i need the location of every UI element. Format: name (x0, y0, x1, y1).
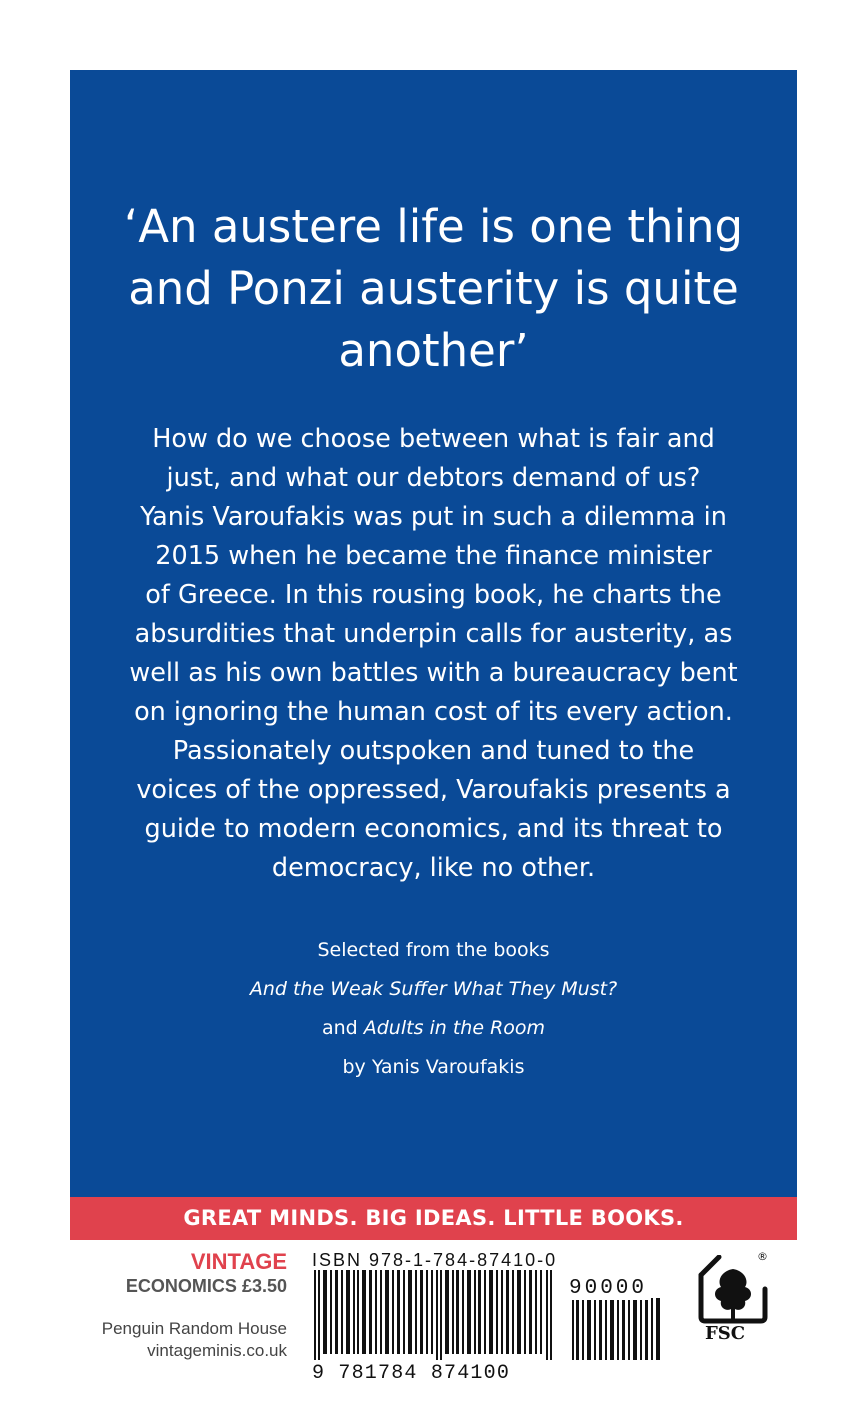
blurb-line: Passionately outspoken and tuned to the (172, 736, 695, 766)
blurb-line: How do we choose between what is fair and (152, 424, 715, 454)
pull-quote (70, 196, 797, 382)
blurb-line: democracy, like no other. (271, 853, 596, 883)
blurb-line: 2015 when he became the finance minister (155, 541, 712, 571)
blurb-line: Yanis Varoufakis was put in such a dilemma in (140, 502, 727, 532)
blurb-line: absurdities that underpin calls for austerity, as (134, 619, 733, 649)
blurb-line: just, and what our debtors demand of us? (166, 463, 701, 493)
imprint-block (126, 1250, 287, 1298)
series-tagline: GREAT MINDS. BIG IDEAS. LITTLE BOOKS. (70, 1197, 797, 1240)
price-code: 90000 (569, 1277, 648, 1300)
blurb-line: well as his own battles with a bureaucracy bent (129, 658, 738, 688)
blurb-line: on ignoring the human cost of its every action. (134, 697, 733, 727)
quote-line: and Ponzi austerity is quite (128, 262, 739, 315)
publisher-block (102, 1318, 287, 1362)
publisher-name: Penguin Random House (101, 1319, 287, 1338)
blurb-line: guide to modern economics, and its threat to (144, 814, 723, 844)
blurb-line: voices of the oppressed, Varoufakis presents a (136, 775, 731, 805)
source-credits (70, 931, 797, 1087)
barcode-digits: 9 781784 874100 (312, 1362, 511, 1385)
source-book-line (70, 1009, 797, 1048)
series-name: ECONOMICS (125, 1276, 237, 1296)
series-price-line (126, 1274, 287, 1298)
registered-mark: ® (757, 1250, 768, 1263)
vintage-logo: VINTAGE (190, 1249, 287, 1274)
book-blurb (70, 420, 797, 888)
price: £3.50 (241, 1276, 287, 1296)
source-intro: Selected from the books (317, 939, 550, 961)
source-book-title: And the Weak Suffer What They Must? (249, 978, 618, 1000)
publisher-website: vintageminis.co.uk (147, 1341, 287, 1360)
source-byline: by Yanis Varoufakis (342, 1056, 525, 1078)
fsc-label: FSC (705, 1323, 746, 1344)
and-prefix: and (321, 1017, 364, 1039)
blurb-line: of Greece. In this rousing book, he charts the (145, 580, 722, 610)
source-book-title: Adults in the Room (363, 1017, 546, 1039)
quote-line: ‘An austere life is one thing (123, 200, 744, 253)
quote-line: another’ (338, 324, 529, 377)
isbn-text: ISBN 978-1-784-87410-0 (312, 1250, 558, 1270)
